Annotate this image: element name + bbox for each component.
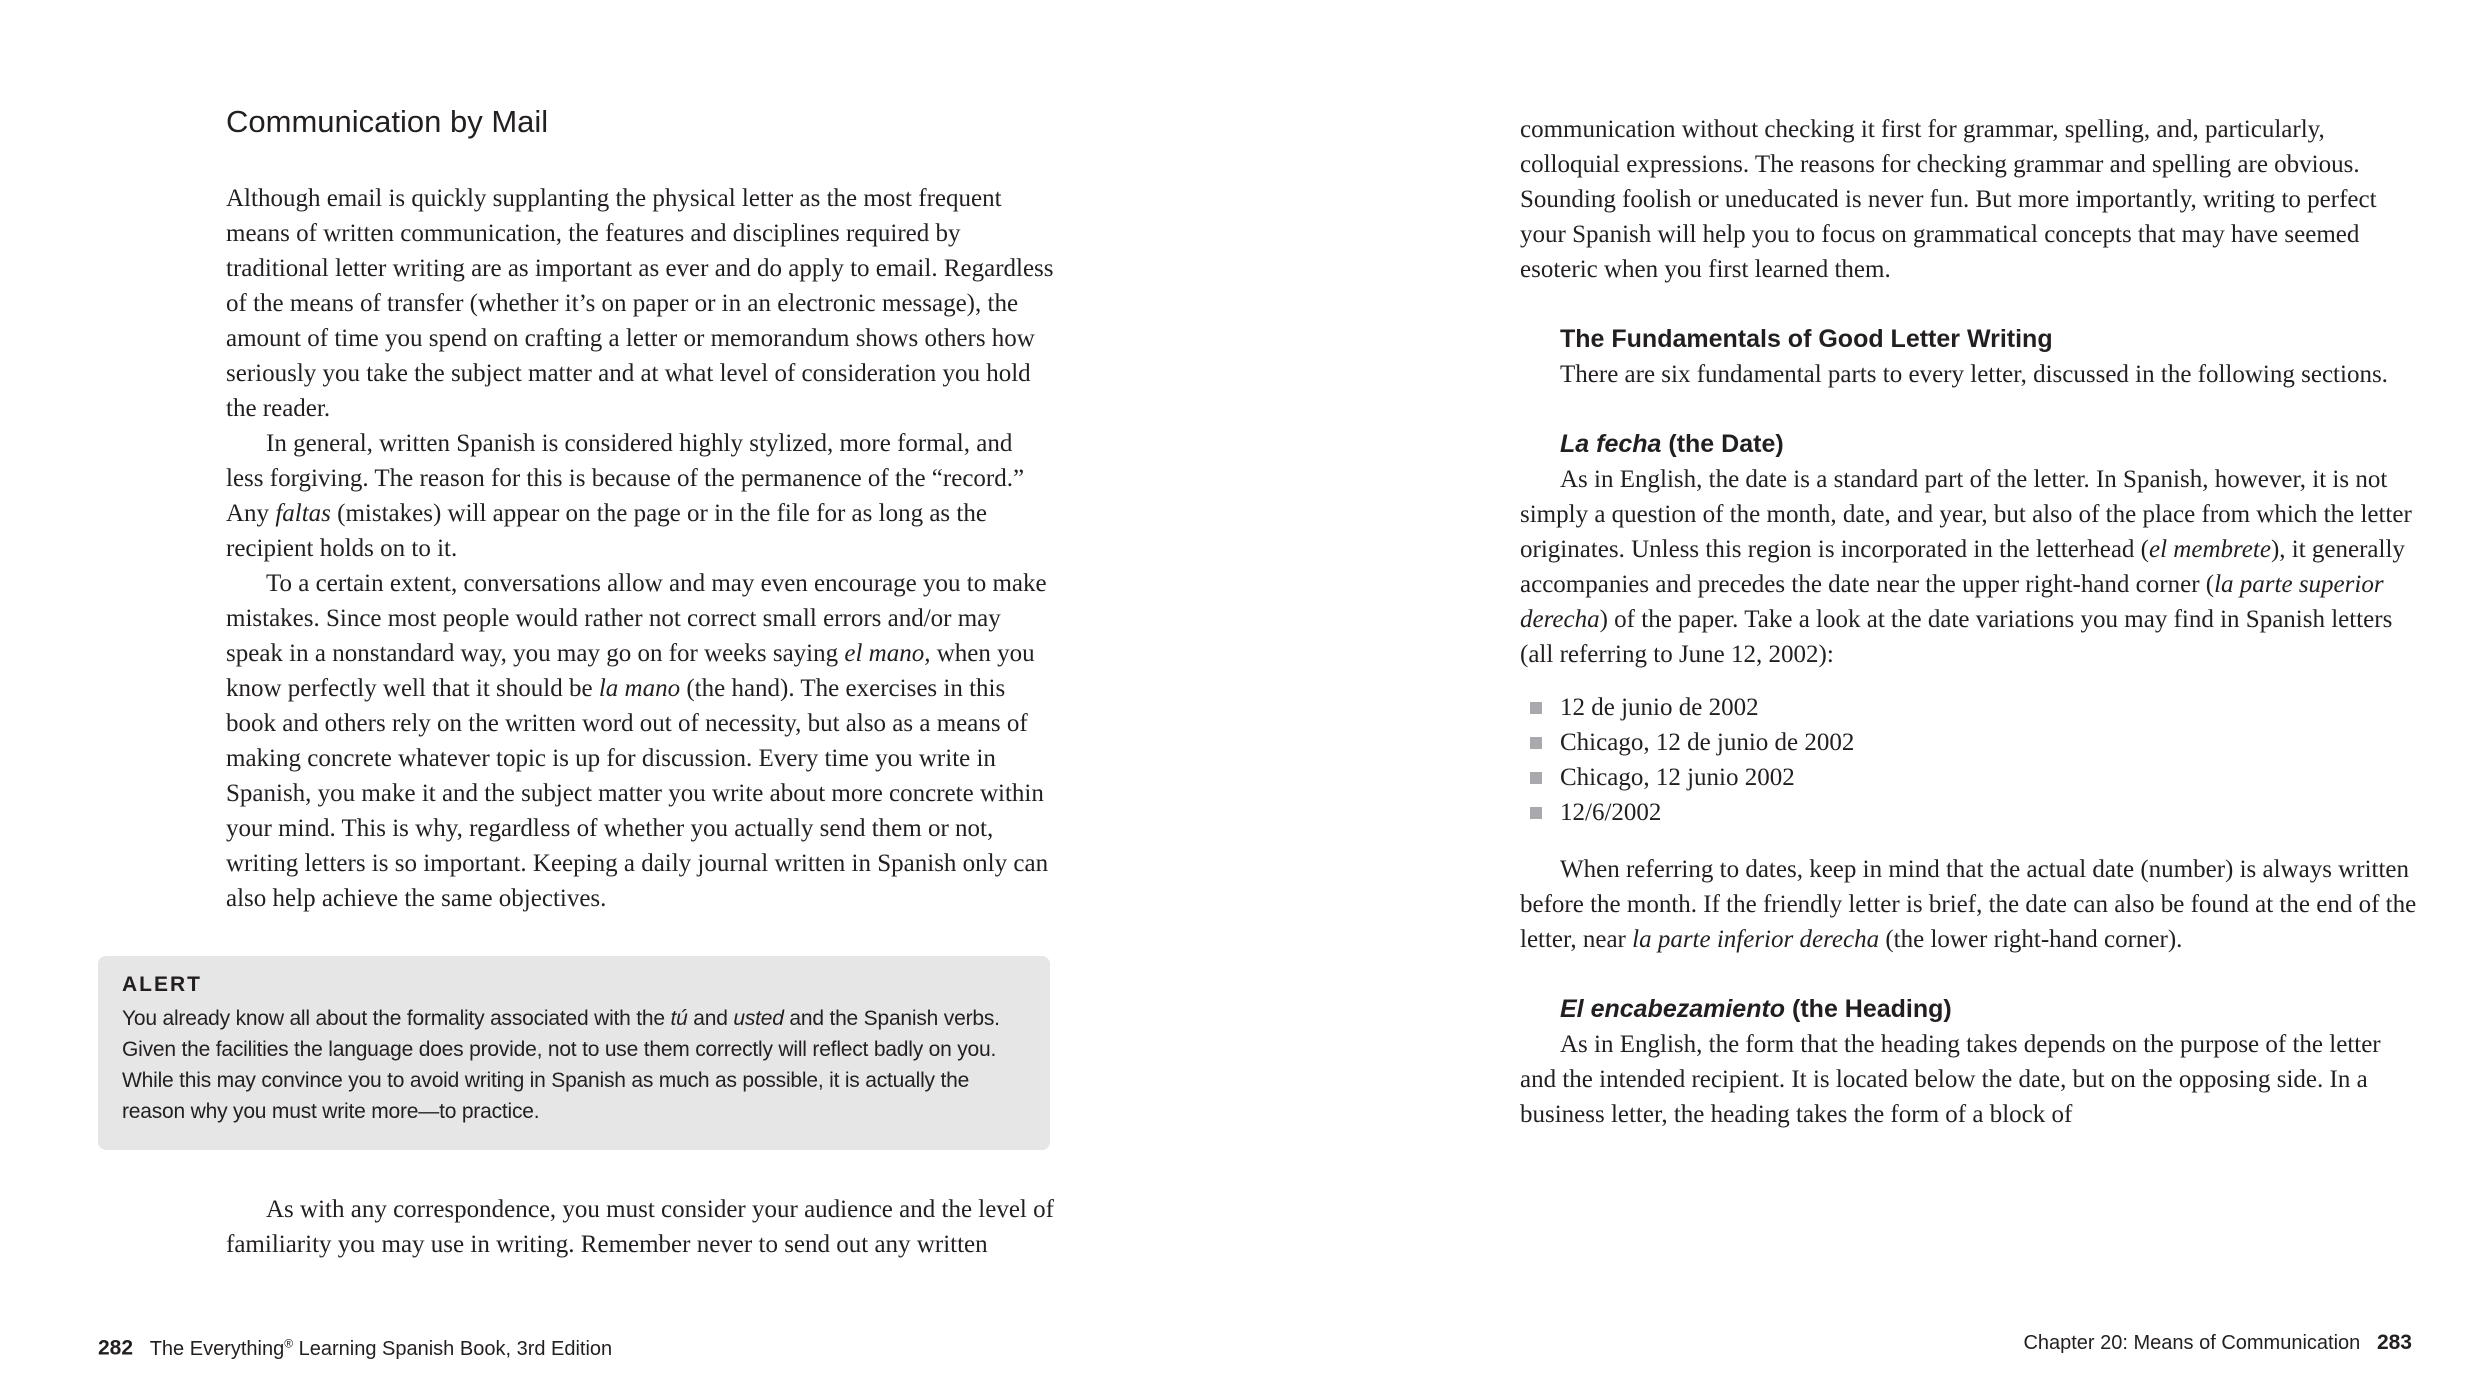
alert-box — [98, 956, 1050, 1150]
text-run: Learning Spanish Book, 3rd Edition — [293, 1337, 613, 1360]
text-run: and the Spanish verbs. Given the facilities the language does provide, not to use them correctly will reflect badly on you. While this may convince you to avoid writing in Spanish as much as possible, it is actually the reason why you must write more—to practice. — [122, 1007, 1000, 1123]
left-bottom-text — [226, 1192, 1056, 1262]
chapter-title: Chapter 20: Means of Communication — [2023, 1332, 2361, 1354]
italic-term: La fecha — [1560, 430, 1662, 458]
paragraph: communication without checking it first for grammar, spelling, and, particularly, colloquial expressions. The reasons for checking grammar and spelling are obvious. Sounding foolish or uneducated is never fun. But more importantly, writing to perfect your Spanish will help you to focus on grammatical concepts that may have seemed esoteric when you first learned them. — [1520, 116, 2377, 283]
text-run: (mistakes) will appear on the page or in the file for as long as the recipient holds on to it. — [226, 500, 987, 562]
paragraph: As with any correspondence, you must consider your audience and the level of familiarity you may use in writing. Remember never to send out any written — [226, 1196, 1054, 1258]
list-item-text: 12/6/2002 — [1560, 799, 1662, 826]
text-run: (the Heading) — [1785, 995, 1952, 1023]
right-page — [1244, 0, 2488, 1400]
page-number: 282 — [98, 1336, 134, 1360]
paragraph — [226, 566, 1056, 916]
italic-term: el membrete — [2149, 536, 2271, 563]
text-run: when you know perfectly well that it should be — [226, 640, 1035, 702]
text-run: ) of the paper. Take a look at the date variations you may find in Spanish letters (all referring to June 12, 2002): — [1520, 606, 2393, 668]
list-item — [1520, 760, 2420, 795]
text-run: To a certain extent, conversations allow and may even encourage you to make mistakes. Since most people would rather not correct small errors and/or may speak in a nonstandard way, you may go on for weeks saying — [226, 570, 1047, 667]
subsection-heading — [1520, 992, 2420, 1027]
italic-term: tú — [670, 1007, 688, 1030]
text-run: (the Date) — [1661, 430, 1784, 458]
page-footer-right — [2023, 1330, 2412, 1356]
paragraph: As in English, the form that the heading takes depends on the purpose of the letter and the intended recipient. It is located below the date, but on the opposing side. In a business letter, the heading takes the form of a block of — [1520, 1031, 2381, 1128]
text-run: You already know all about the formality associated with the — [122, 1007, 671, 1030]
paragraph — [1520, 852, 2420, 957]
list-item-text: Chicago, 12 de junio de 2002 — [1560, 729, 1855, 756]
date-examples-list — [1520, 690, 2420, 830]
list-item-text: Chicago, 12 junio 2002 — [1560, 764, 1795, 791]
paragraph: Although email is quickly supplanting the physical letter as the most frequent means of written communication, the features and disciplines required by traditional letter writing are as important as ever and do apply to email. Regardless of the means of transfer (whether it’s on paper or in an electronic message), the amount of time you spend on crafting a letter or memorandum shows others how seriously you take the subject matter and at what level of consideration you hold the reader. — [226, 185, 1054, 422]
list-item-text: 12 de junio de 2002 — [1560, 694, 1759, 721]
alert-title: ALERT — [122, 973, 202, 996]
paragraph: There are six fundamental parts to every letter, discussed in the following sections. — [1560, 361, 2388, 388]
left-body-text — [226, 181, 1056, 916]
text-run: (the lower right-hand corner). — [1879, 926, 2183, 953]
italic-term: usted — [733, 1007, 784, 1030]
registered-mark: ® — [284, 1336, 294, 1350]
text-run: ), it generally accompanies and precedes the date near the upper right-hand corner ( — [1520, 536, 2405, 598]
italic-term: faltas — [275, 500, 331, 527]
list-item — [1520, 690, 2420, 725]
section-title: Communication by Mail — [226, 104, 549, 139]
italic-term: la parte inferior derecha — [1632, 926, 1880, 953]
text-run: (the hand). The exercises in this book and others rely on the written word out of necessity, but also as a means of making concrete whatever topic is up for discussion. Every time you write in Spanish, you make it and the subject matter you write about more concrete within your mind. This is why, regardless of whether you actually send them or not, writing letters is so important. Keeping a daily journal written in Spanish only can also help achieve the same objectives. — [226, 675, 1049, 912]
subsection-heading — [1520, 427, 2420, 462]
page-footer-left — [98, 1330, 612, 1362]
text-run: and — [687, 1007, 734, 1030]
text-run: When referring to dates, keep in mind that the actual date (number) is always written before the month. If the friendly letter is brief, the date can also be found at the end of the letter, near — [1520, 856, 2417, 953]
list-item — [1520, 725, 2420, 760]
book-title — [150, 1338, 612, 1360]
square-bullet-icon — [1530, 772, 1542, 784]
alert-body — [122, 1003, 1026, 1127]
italic-term: el mano, — [844, 640, 931, 667]
square-bullet-icon — [1530, 807, 1542, 819]
page-number: 283 — [2376, 1331, 2412, 1354]
text-run: As in English, the date is a standard part of the letter. In Spanish, however, it is not simply a question of the month, date, and year, but also of the place from which the letter originates. Unless this region is incorporated in the letterhead ( — [1520, 466, 2412, 563]
text-run: The Everything — [149, 1337, 285, 1360]
italic-term: la mano — [598, 675, 681, 702]
text-run: In general, written Spanish is considered highly stylized, more formal, and less forgiving. The reason for this is because of the permanence of the “record.” Any — [226, 430, 1025, 527]
right-body-text — [1520, 112, 2420, 1132]
list-item — [1520, 795, 2420, 830]
square-bullet-icon — [1530, 702, 1542, 714]
subsection-heading: The Fundamentals of Good Letter Writing — [1560, 325, 2053, 353]
italic-term: El encabezamiento — [1560, 995, 1786, 1023]
paragraph — [1520, 462, 2420, 672]
paragraph — [226, 426, 1056, 566]
square-bullet-icon — [1530, 737, 1542, 749]
italic-term: la parte superior derecha — [1520, 571, 2384, 633]
